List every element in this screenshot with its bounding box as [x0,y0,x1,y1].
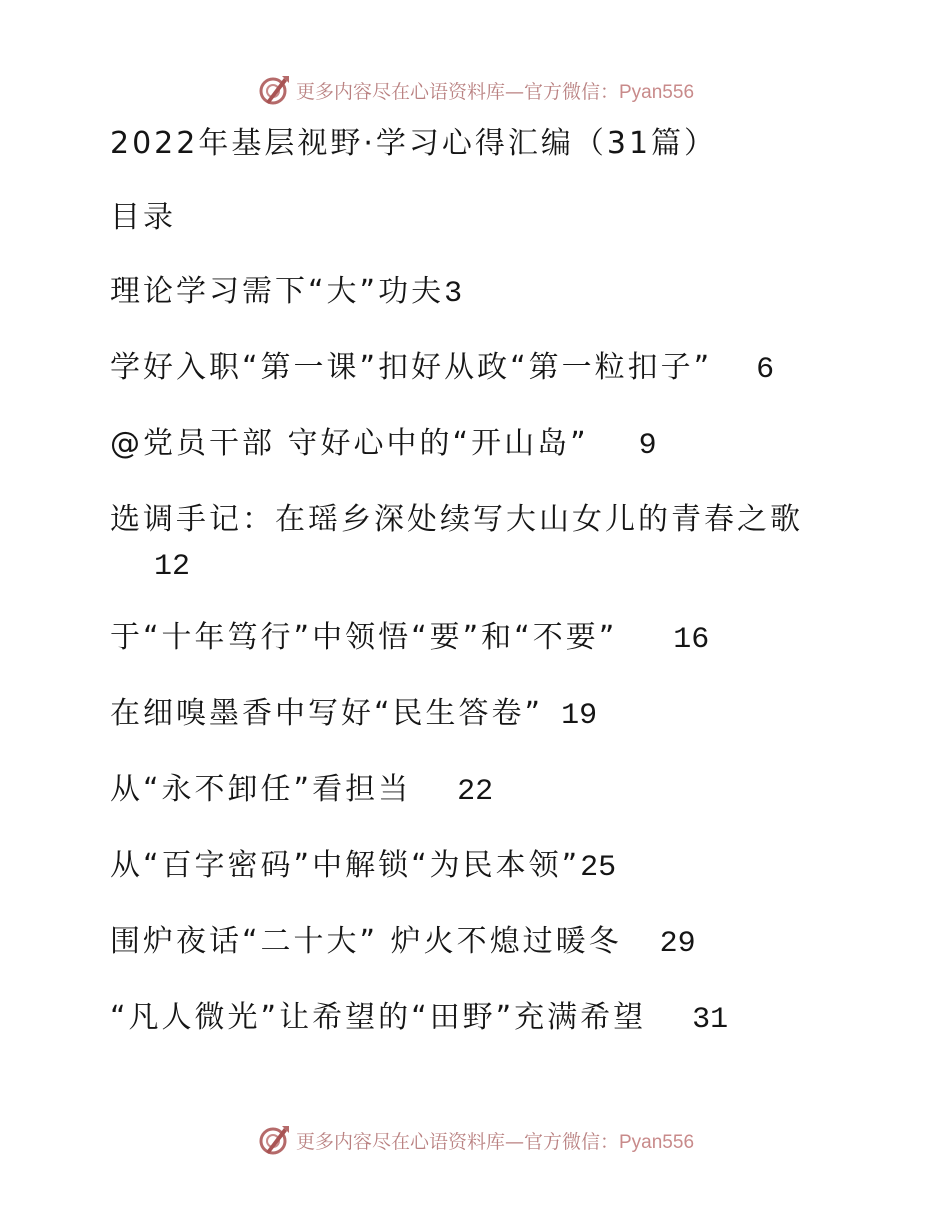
footer-watermark [0,1120,950,1160]
toc-item-title: 围炉夜话“二十大” 炉火不熄过暖冬 [110,924,622,959]
toc-item-page: 9 [638,429,657,463]
toc-item-page: 16 [673,623,710,657]
quill-seal-icon [256,72,292,108]
toc-item-title: @党员干部 守好心中的“开山岛” [110,426,589,461]
toc-item[interactable] [110,612,870,666]
toc-item-page: 22 [457,775,494,809]
toc-item-title: “凡人微光”让希望的“田野”充满希望 [110,1000,647,1035]
toc-item-page: 31 [692,1003,729,1037]
toc-item[interactable] [110,266,870,320]
document-body [110,118,870,1068]
toc-item[interactable] [110,840,870,894]
toc-item[interactable] [110,916,870,970]
toc-item-page: 29 [659,927,696,961]
toc-item-title: 从“百字密码”中解锁“为民本领” [110,848,581,883]
toc-item-title: 从“永不卸任”看担当 [110,772,412,807]
toc-item-page: 25 [580,851,617,885]
toc-item[interactable] [110,418,870,472]
toc-item-title: 学好入职“第一课”扣好从政“第一粒扣子” [110,350,713,385]
toc-item-title: 在细嗅墨香中写好“民生答卷” [110,696,544,731]
toc-item-page: 3 [444,277,463,311]
toc-item-title: 于“十年笃行”中领悟“要”和“不要” [110,620,618,655]
toc-item[interactable] [110,992,870,1046]
watermark-text: 更多内容尽在心语资料库—官方微信：Pyan556 [295,1130,695,1153]
header-watermark [0,70,950,110]
toc-item[interactable] [110,688,870,742]
toc-item-page: 12 [154,550,191,584]
quill-seal-icon [256,1122,292,1158]
document-title: 2022年基层视野·学习心得汇编（31篇） [110,126,718,161]
toc-item-page: 6 [756,353,775,387]
watermark-text: 更多内容尽在心语资料库—官方微信：Pyan556 [295,80,695,103]
toc-item[interactable] [110,764,870,818]
toc-item-page: 19 [561,699,598,733]
toc-item-title: 理论学习需下“大”功夫 [110,274,445,309]
toc-heading: 目录 [110,200,176,235]
toc-item[interactable] [110,342,870,396]
toc-item[interactable] [110,494,870,590]
toc-item-title: 选调手记：在瑶乡深处续写大山女儿的青春之歌 [110,502,803,537]
